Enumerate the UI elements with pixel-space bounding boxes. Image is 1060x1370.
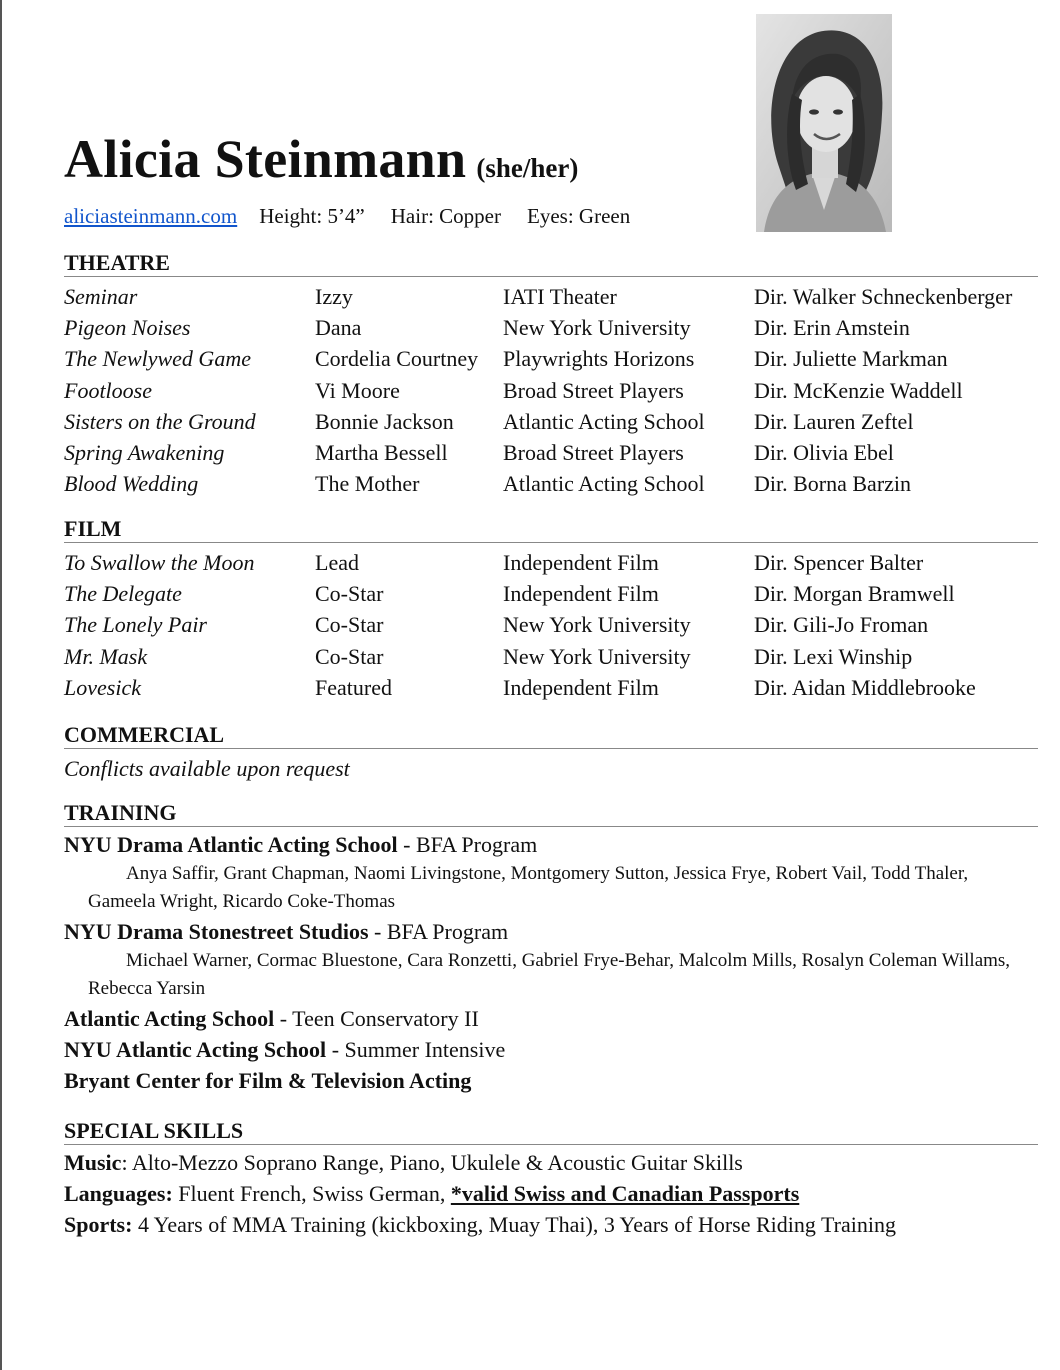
section-heading: COMMERCIAL xyxy=(64,722,1038,749)
section-heading: THEATRE xyxy=(64,250,1038,277)
work-title: The Newlywed Game xyxy=(64,346,251,372)
role: Featured xyxy=(315,674,392,700)
credit-row xyxy=(64,281,1038,312)
director: Dir. Walker Schneckenberger xyxy=(754,284,1013,309)
credit-row xyxy=(64,609,1038,640)
training-section xyxy=(64,800,1038,1096)
skill-text: 4 Years of MMA Training (kickboxing, Muay Thai), 3 Years of Horse Riding Training xyxy=(132,1212,896,1237)
skill-label: Music xyxy=(64,1150,122,1175)
headshot-illustration xyxy=(756,14,892,232)
role: The Mother xyxy=(315,471,420,497)
teachers-list: Michael Warner, Cormac Bluestone, Cara Ronzetti, Gabriel Frye-Behar, Malcolm Mills, Rosalyn Coleman Willams, Rebecca Yarsin xyxy=(88,950,1011,999)
credit-row xyxy=(64,437,1038,468)
venue: New York University xyxy=(503,643,691,669)
page-edge xyxy=(0,0,2,1370)
venue: Broad Street Players xyxy=(503,439,684,465)
venue: Atlantic Acting School xyxy=(503,471,705,497)
director: Dir. Juliette Markman xyxy=(754,346,948,372)
director: Dir. Morgan Bramwell xyxy=(754,581,955,607)
school: NYU Drama Stonestreet Studios xyxy=(64,919,369,944)
venue: New York University xyxy=(503,612,691,638)
passports-note: *valid Swiss and Canadian Passports xyxy=(450,1181,800,1206)
venue: Playwrights Horizons xyxy=(503,346,695,372)
role: Bonnie Jackson xyxy=(315,408,454,434)
training-program xyxy=(64,829,1038,860)
role: Izzy xyxy=(315,284,353,309)
credit-row xyxy=(64,375,1038,406)
hair: Hair: Copper xyxy=(390,204,501,228)
contact-info xyxy=(64,204,630,229)
film-section xyxy=(64,516,1038,703)
skill-languages xyxy=(64,1178,1038,1209)
work-title: To Swallow the Moon xyxy=(64,550,255,575)
venue: IATI Theater xyxy=(503,284,617,309)
venue: Independent Film xyxy=(503,674,659,700)
work-title: The Lonely Pair xyxy=(64,612,207,638)
commercial-note: Conflicts available upon request xyxy=(64,756,350,781)
skill-text: : Alto-Mezzo Soprano Range, Piano, Ukulele & Acoustic Guitar Skills xyxy=(121,1150,743,1175)
credit-row xyxy=(64,641,1038,672)
program-detail: - Teen Conservatory II xyxy=(274,1006,479,1031)
venue: Atlantic Acting School xyxy=(503,408,705,434)
teachers-list: Anya Saffir, Grant Chapman, Naomi Livingstone, Montgomery Sutton, Jessica Frye, Robert Vail, Todd Thaler, Gameela Wright, Ricardo Coke-Thomas xyxy=(88,863,969,912)
height: Height: 5’4” xyxy=(259,204,365,228)
eyes: Eyes: Green xyxy=(527,204,631,228)
skill-text: Fluent French, Swiss German, xyxy=(172,1181,451,1206)
director: Dir. Lauren Zeftel xyxy=(754,408,914,434)
work-title: Spring Awakening xyxy=(64,439,225,465)
credit-row xyxy=(64,578,1038,609)
training-program xyxy=(64,916,1038,947)
director: Dir. Spencer Balter xyxy=(754,550,924,575)
headshot-photo xyxy=(756,14,892,232)
skills-section xyxy=(64,1118,1038,1240)
credit-row xyxy=(64,672,1038,703)
role: Co-Star xyxy=(315,643,384,669)
director: Dir. Gili-Jo Froman xyxy=(754,612,929,638)
venue: Independent Film xyxy=(503,581,659,607)
school: NYU Drama Atlantic Acting School xyxy=(64,832,398,857)
work-title: Pigeon Noises xyxy=(64,315,191,341)
section-heading: FILM xyxy=(64,516,1038,543)
work-title: The Delegate xyxy=(64,581,182,607)
role: Dana xyxy=(315,315,362,341)
credit-row xyxy=(64,468,1038,499)
role: Co-Star xyxy=(315,612,384,638)
director: Dir. Olivia Ebel xyxy=(754,439,894,465)
director: Dir. Erin Amstein xyxy=(754,315,910,341)
role: Cordelia Courtney xyxy=(315,346,479,372)
venue: Independent Film xyxy=(503,550,659,575)
work-title: Sisters on the Ground xyxy=(64,408,256,434)
work-title: Mr. Mask xyxy=(64,643,148,669)
program-detail: - Summer Intensive xyxy=(326,1037,506,1062)
role: Lead xyxy=(315,550,359,575)
school: Atlantic Acting School xyxy=(64,1006,275,1031)
program-detail: - BFA Program xyxy=(368,919,509,944)
role: Vi Moore xyxy=(315,377,400,403)
section-heading: SPECIAL SKILLS xyxy=(64,1118,1038,1145)
actor-name: Alicia Steinmann xyxy=(64,129,467,189)
name-line xyxy=(64,128,578,190)
commercial-section xyxy=(64,722,1038,784)
director: Dir. Aidan Middlebrooke xyxy=(754,674,976,700)
training-program xyxy=(64,1034,1038,1065)
venue: Broad Street Players xyxy=(503,377,684,403)
director: Dir. Lexi Winship xyxy=(754,643,913,669)
credit-row xyxy=(64,312,1038,343)
skill-sports xyxy=(64,1209,1038,1240)
credit-row xyxy=(64,406,1038,437)
website-link[interactable]: aliciasteinmann.com xyxy=(64,204,238,228)
theatre-section xyxy=(64,250,1038,499)
pronouns: (she/her) xyxy=(476,153,579,183)
skill-label: Languages: xyxy=(64,1181,173,1206)
credit-row xyxy=(64,343,1038,374)
venue: New York University xyxy=(503,315,691,341)
work-title: Lovesick xyxy=(64,674,141,700)
section-heading: TRAINING xyxy=(64,800,1038,827)
director: Dir. Borna Barzin xyxy=(754,471,912,497)
director: Dir. McKenzie Waddell xyxy=(754,377,963,403)
work-title: Footloose xyxy=(64,377,152,403)
training-program xyxy=(64,1003,1038,1034)
school: Bryant Center for Film & Television Acting xyxy=(64,1068,472,1093)
credit-row xyxy=(64,547,1038,578)
work-title: Blood Wedding xyxy=(64,471,199,497)
training-program xyxy=(64,1065,1038,1096)
role: Co-Star xyxy=(315,581,384,607)
skill-label: Sports: xyxy=(64,1212,133,1237)
work-title: Seminar xyxy=(64,284,138,309)
program-detail: - BFA Program xyxy=(397,832,538,857)
school: NYU Atlantic Acting School xyxy=(64,1037,327,1062)
role: Martha Bessell xyxy=(315,439,448,465)
skill-music xyxy=(64,1147,1038,1178)
